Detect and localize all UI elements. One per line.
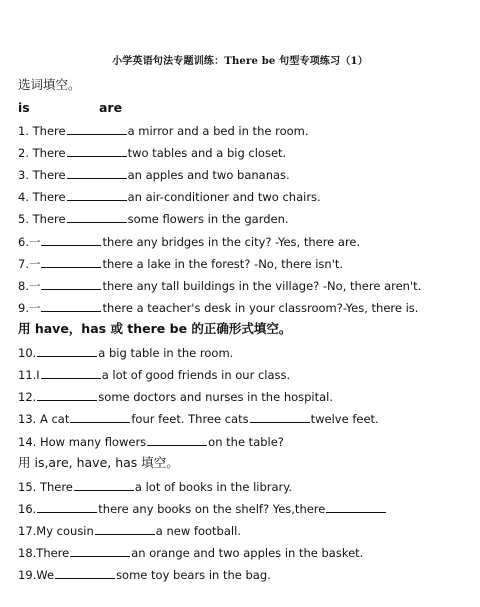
answer-blank[interactable] xyxy=(37,345,97,357)
question-8: 8.一 there any tall buildings in the village? -No, there aren't. xyxy=(18,279,422,293)
question-6: 6.一 there any bridges in the city? -Yes, there are. xyxy=(18,235,361,249)
answer-blank[interactable] xyxy=(326,501,386,513)
question-4: 4. There an air-conditioner and two chairs. xyxy=(18,190,321,204)
question-15: 15. There a lot of books in the library. xyxy=(18,480,293,494)
word-is: is xyxy=(18,100,30,115)
answer-blank[interactable] xyxy=(41,234,101,246)
section3-heading: 用 is,are, have, has 填空。 xyxy=(18,455,179,470)
answer-blank[interactable] xyxy=(41,278,101,290)
answer-blank[interactable] xyxy=(37,389,97,401)
answer-blank[interactable] xyxy=(147,434,207,446)
answer-blank[interactable] xyxy=(67,189,127,201)
answer-blank[interactable] xyxy=(70,545,130,557)
answer-blank[interactable] xyxy=(37,501,97,513)
question-12: 12. some doctors and nurses in the hospital. xyxy=(18,390,334,404)
question-1: 1. There a mirror and a bed in the room. xyxy=(18,124,309,138)
word-bank xyxy=(18,101,122,115)
answer-blank[interactable] xyxy=(95,523,155,535)
answer-blank[interactable] xyxy=(67,123,127,135)
answer-blank[interactable] xyxy=(41,367,101,379)
answer-blank[interactable] xyxy=(74,479,134,491)
answer-blank[interactable] xyxy=(41,256,101,268)
section1-heading: 选词填空。 xyxy=(18,77,81,92)
answer-blank[interactable] xyxy=(41,300,101,312)
answer-blank[interactable] xyxy=(67,211,127,223)
question-11: 11.I a lot of good friends in our class. xyxy=(18,368,291,382)
worksheet-title: 小学英语句法专题训练：There be 句型专项练习（1） xyxy=(112,56,368,67)
question-14: 14. How many flowers on the table? xyxy=(18,435,284,449)
question-7: 7.一 there a lake in the forest? -No, there isn't. xyxy=(18,257,344,271)
answer-blank[interactable] xyxy=(70,411,130,423)
question-2: 2. There two tables and a big closet. xyxy=(18,146,287,160)
answer-blank[interactable] xyxy=(67,145,127,157)
question-17: 17.My cousin a new football. xyxy=(18,524,241,538)
answer-blank[interactable] xyxy=(55,567,115,579)
word-are: are xyxy=(99,100,123,115)
answer-blank[interactable] xyxy=(67,167,127,179)
question-19: 19.We some toy bears in the bag. xyxy=(18,568,271,582)
answer-blank[interactable] xyxy=(250,411,310,423)
question-13: 13. A cat four feet. Three cats twelve feet. xyxy=(18,412,379,426)
question-16: 16. there any books on the shelf? Yes,there xyxy=(18,501,387,516)
question-5: 5. There some flowers in the garden. xyxy=(18,212,289,226)
question-10: 10. a big table in the room. xyxy=(18,346,234,360)
section2-heading: 用 have，has 或 there be 的正确形式填空。 xyxy=(18,321,292,336)
question-18: 18.There an orange and two apples in the basket. xyxy=(18,546,364,560)
question-3: 3. There an apples and two bananas. xyxy=(18,168,290,182)
question-9: 9.一 there a teacher's desk in your classroom?-Yes, there is. xyxy=(18,301,419,315)
